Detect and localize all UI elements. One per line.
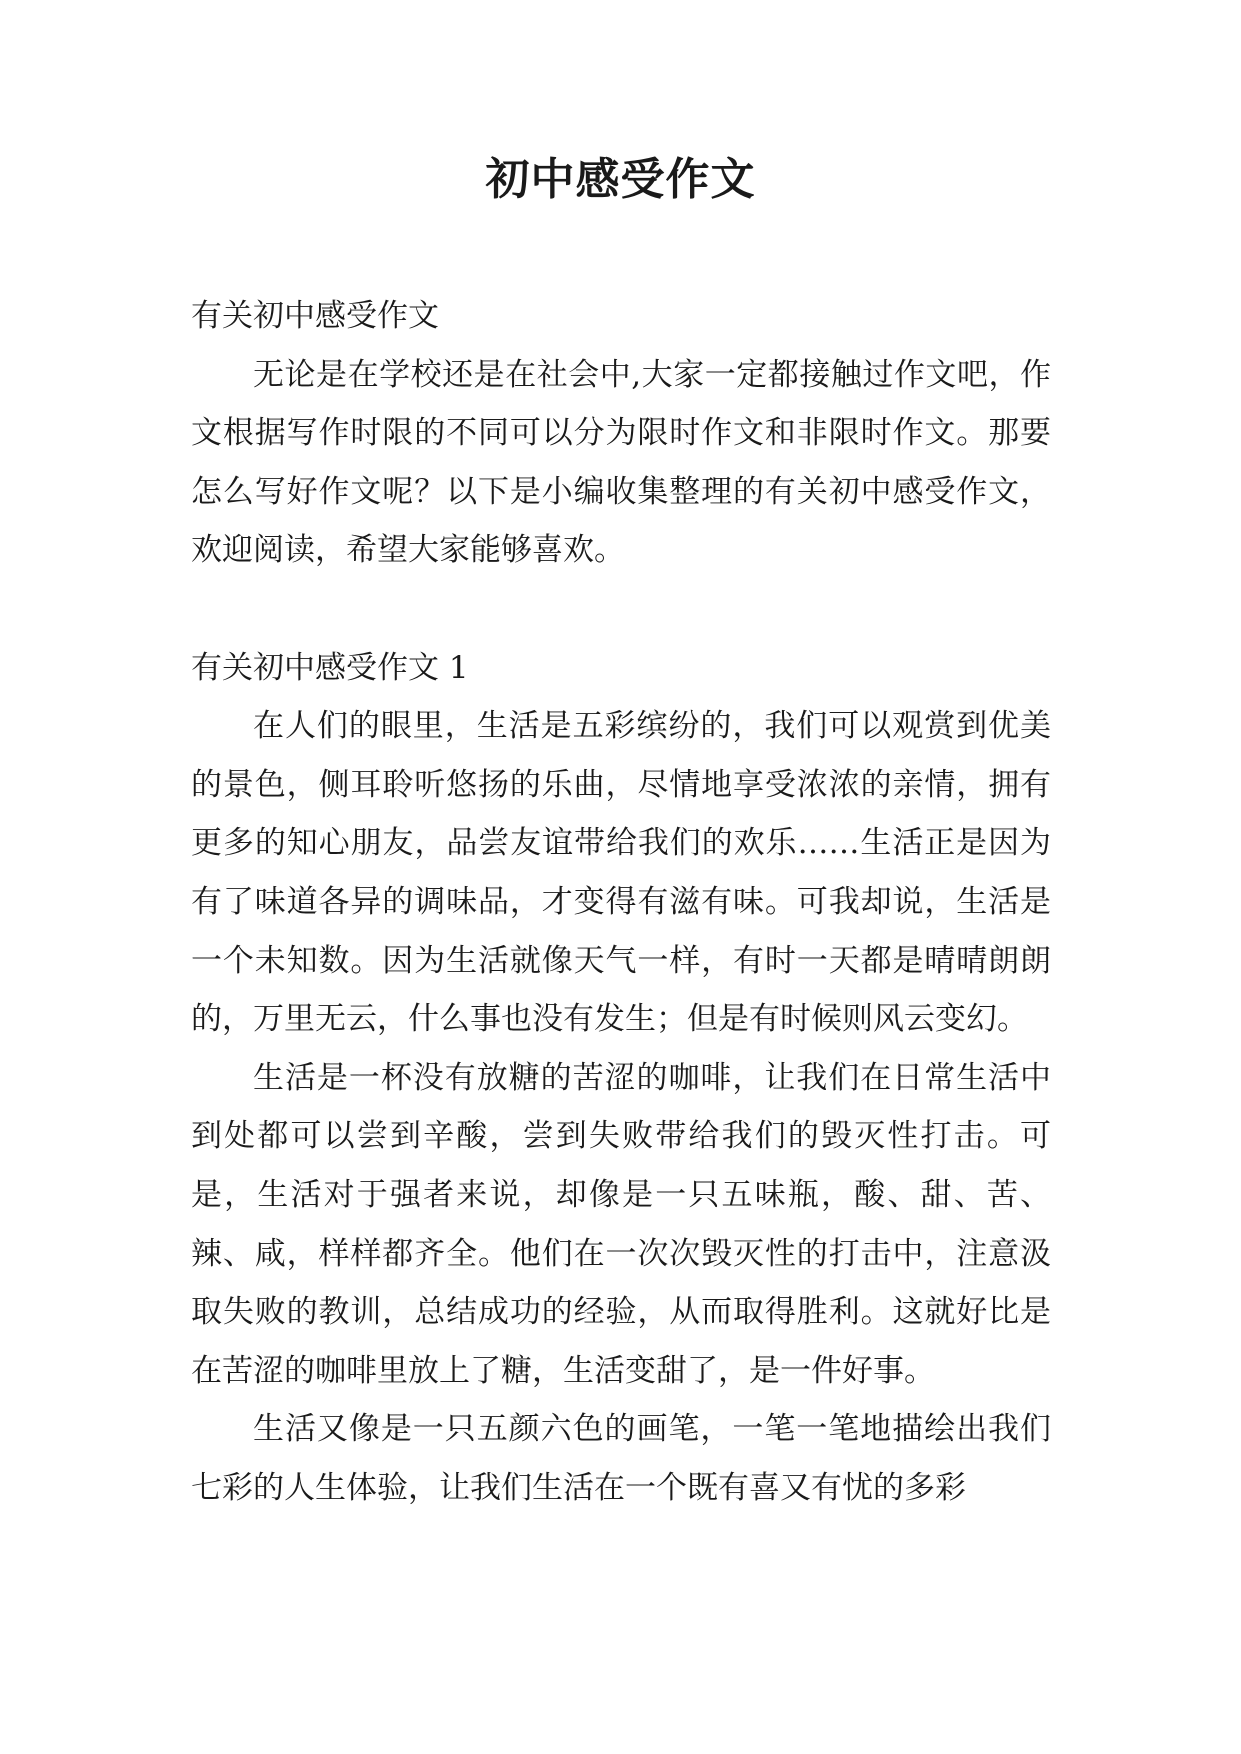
document-title: 初中感受作文 — [485, 154, 756, 205]
intro-heading: 有关初中感受作文 — [191, 298, 439, 334]
intro-paragraph: 无论是在学校还是在社会中,大家一定都接触过作文吧，作文根据写作时限的不同可以分为限时作文和非限时作文。那要怎么写好作文呢？以下是小编收集整理的有关初中感受作文，欢迎阅读，希望大家能够喜欢。 — [191, 356, 1051, 569]
section-1-paragraph-3: 生活又像是一只五颜六色的画笔，一笔一笔地描绘出我们七彩的人生体验，让我们生活在一个既有喜又有忧的多彩 — [191, 1411, 1051, 1506]
document-body — [191, 287, 1051, 1517]
section-spacer — [191, 580, 1051, 639]
section-1-heading: 有关初中感受作文 1 — [191, 649, 469, 686]
section-1-paragraph-2: 生活是一杯没有放糖的苦涩的咖啡，让我们在日常生活中到处都可以尝到辛酸，尝到失败带给我们的毁灭性打击。可是，生活对于强者来说，却像是一只五味瓶，酸、甜、苦、辣、咸，样样都齐全。他们在一次次毁灭性的打击中，注意汲取失败的教训，总结成功的经验，从而取得胜利。这就好比是在苦涩的咖啡里放上了糖，生活变甜了，是一件好事。 — [191, 1059, 1051, 1389]
section-1-paragraph-1: 在人们的眼里，生活是五彩缤纷的，我们可以观赏到优美的景色，侧耳聆听悠扬的乐曲，尽情地享受浓浓的亲情，拥有更多的知心朋友，品尝友谊带给我们的欢乐……生活正是因为有了味道各异的调味品，才变得有滋有味。可我却说，生活是一个未知数。因为生活就像天气一样，有时一天都是晴晴朗朗的，万里无云，什么事也没有发生；但是有时候则风云变幻。 — [191, 708, 1051, 1038]
